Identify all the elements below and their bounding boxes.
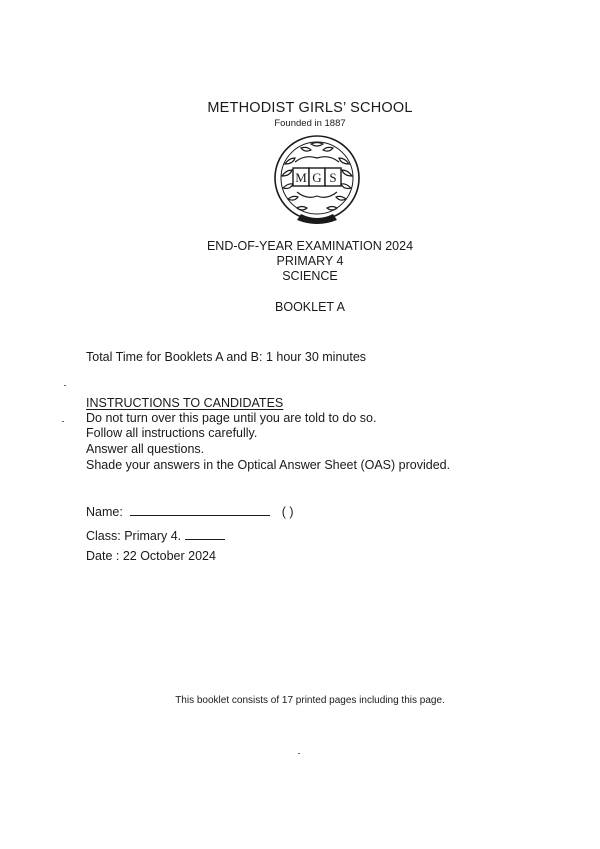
name-blank[interactable]: [130, 503, 270, 516]
exam-subject: SCIENCE: [282, 269, 338, 283]
instruction-item: Do not turn over this page until you are told to do so.: [86, 411, 377, 425]
name-field[interactable]: [86, 503, 294, 519]
booklet-label: BOOKLET A: [275, 300, 345, 314]
founded-year: Founded in 1887: [274, 118, 346, 129]
class-field[interactable]: [86, 527, 225, 543]
exam-date: Date : 22 October 2024: [86, 549, 216, 563]
scan-speck: [298, 753, 300, 754]
school-name: METHODIST GIRLS’ SCHOOL: [207, 100, 413, 116]
crest-letter-g: G: [312, 170, 322, 185]
instruction-item: Shade your answers in the Optical Answer Sheet (OAS) provided.: [86, 458, 451, 472]
class-label: Class: Primary 4.: [86, 529, 182, 543]
instruction-item: Follow all instructions carefully.: [86, 426, 258, 440]
instruction-item: Answer all questions.: [86, 442, 205, 456]
school-crest-icon: [271, 134, 363, 224]
name-label: Name:: [86, 505, 123, 519]
register-number-blank[interactable]: ( ): [281, 505, 294, 519]
exam-title: END-OF-YEAR EXAMINATION 2024: [206, 239, 414, 253]
crest-letter-m: M: [295, 170, 307, 185]
instructions-heading: INSTRUCTIONS TO CANDIDATES: [86, 396, 284, 410]
exam-level: PRIMARY 4: [276, 254, 344, 268]
crest-letter-s: S: [329, 170, 337, 185]
scan-speck: [62, 421, 64, 422]
total-time: Total Time for Booklets A and B: 1 hour 30 minutes: [86, 350, 367, 364]
page-count-note: This booklet consists of 17 printed pages including this page.: [175, 695, 445, 706]
class-blank[interactable]: [185, 527, 225, 540]
scan-speck: [64, 385, 66, 386]
